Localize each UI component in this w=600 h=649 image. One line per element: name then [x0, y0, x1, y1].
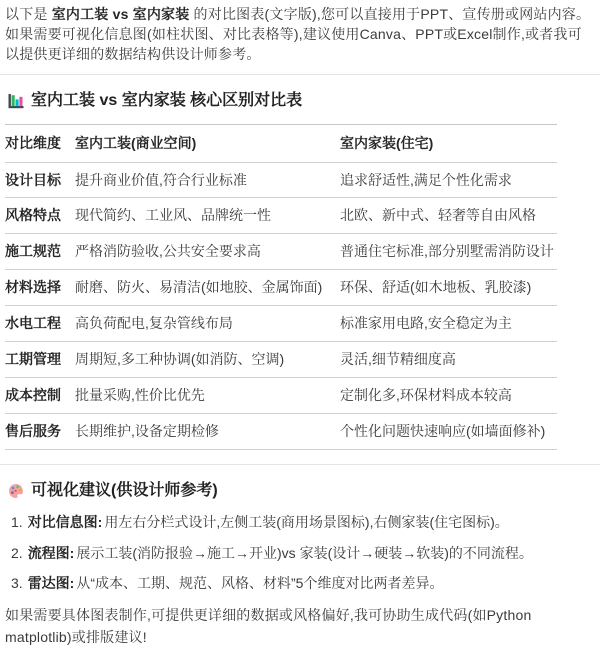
- row-commercial-value: 提升商业价值,符合行业标准: [75, 162, 340, 198]
- table-row: [5, 413, 557, 449]
- comparison-section-title-text: 室内工装 vs 室内家装 核心区别对比表: [31, 91, 303, 109]
- intro-bold-keywords: 室内工装 vs 室内家装: [51, 6, 190, 22]
- row-residential-value: 标准家用电路,安全稳定为主: [340, 306, 557, 342]
- table-row: [5, 341, 557, 377]
- outro-paragraph: 如果需要具体图表制作,可提供更详细的数据或风格偏好,我可协助生成代码(如Python matplotlib)或排版建议!: [5, 607, 532, 645]
- row-residential-value: 定制化多,环保材料成本较高: [340, 377, 557, 413]
- table-row: [5, 377, 557, 413]
- bar-chart-icon: [8, 93, 24, 109]
- list-item-number: 1.: [11, 513, 23, 530]
- list-item: [11, 574, 595, 593]
- header-commercial: 室内工装(商业空间): [75, 124, 340, 162]
- list-item-number: 3.: [11, 575, 23, 592]
- list-item-text: 用左右分栏式设计,左侧工装(商用场景图标),右侧家装(住宅图标)。: [104, 513, 509, 530]
- row-residential-value: 追求舒适性,满足个性化需求: [340, 162, 557, 198]
- list-item-label: 雷达图:: [27, 575, 75, 592]
- row-residential-value: 灵活,细节精细度高: [340, 341, 557, 377]
- row-commercial-value: 批量采购,性价比优先: [75, 377, 340, 413]
- list-item-number: 2.: [11, 544, 23, 561]
- section-divider: [0, 464, 600, 465]
- row-dimension: 施工规范: [5, 234, 75, 270]
- row-dimension: 售后服务: [5, 413, 75, 449]
- table-header-row: [5, 124, 557, 162]
- comparison-table-body: [5, 162, 557, 449]
- row-residential-value: 普通住宅标准,部分别墅需消防设计: [340, 234, 557, 270]
- table-row: [5, 198, 557, 234]
- list-item: [11, 513, 595, 532]
- list-item: [11, 544, 595, 563]
- header-residential: 室内家装(住宅): [340, 124, 557, 162]
- palette-icon: [8, 483, 24, 499]
- table-row: [5, 162, 557, 198]
- list-item-label: 对比信息图:: [27, 513, 103, 530]
- row-commercial-value: 现代简约、工业风、品牌统一性: [75, 198, 340, 234]
- row-commercial-value: 高负荷配电,复杂管线布局: [75, 306, 340, 342]
- row-commercial-value: 周期短,多工种协调(如消防、空调): [75, 341, 340, 377]
- advice-section-title-text: 可视化建议(供设计师参考): [31, 481, 218, 499]
- row-dimension: 成本控制: [5, 377, 75, 413]
- row-dimension: 设计目标: [5, 162, 75, 198]
- advice-list: [5, 513, 595, 594]
- intro-text-prefix: 以下是: [5, 6, 52, 22]
- list-item-label: 流程图:: [27, 544, 75, 561]
- comparison-table: [5, 124, 557, 450]
- row-dimension: 材料选择: [5, 270, 75, 306]
- list-item-text: 展示工装(消防报验→施工→开业)vs 家装(设计→硬装→软装)的不同流程。: [76, 544, 533, 561]
- row-commercial-value: 耐磨、防火、易清洁(如地胶、金属饰面): [75, 270, 340, 306]
- row-commercial-value: 严格消防验收,公共安全要求高: [75, 234, 340, 270]
- row-dimension: 风格特点: [5, 198, 75, 234]
- table-row: [5, 306, 557, 342]
- row-residential-value: 环保、舒适(如木地板、乳胶漆): [340, 270, 557, 306]
- table-row: [5, 270, 557, 306]
- row-dimension: 工期管理: [5, 341, 75, 377]
- header-dimension: 对比维度: [5, 124, 75, 162]
- intro-text-suffix: 的对比图表(文字版),您可以直接用于PPT、宣传册或网站内容。如果需要可视化信息图(如柱状图、对比表格等),建议使用Canva、PPT或Excel制作,或者我可以提供更详细的数据结构供设计师参考。: [5, 6, 591, 62]
- table-row: [5, 234, 557, 270]
- intro-paragraph: [5, 5, 595, 65]
- row-commercial-value: 长期维护,设备定期检修: [75, 413, 340, 449]
- list-item-text: 从“成本、工期、规范、风格、材料”5个维度对比两者差异。: [76, 575, 444, 592]
- section-divider: [0, 74, 600, 75]
- comparison-section-title: [8, 91, 595, 111]
- advice-section-title: [8, 481, 595, 501]
- row-residential-value: 北欧、新中式、轻奢等自由风格: [340, 198, 557, 234]
- row-residential-value: 个性化问题快速响应(如墙面修补): [340, 413, 557, 449]
- row-dimension: 水电工程: [5, 306, 75, 342]
